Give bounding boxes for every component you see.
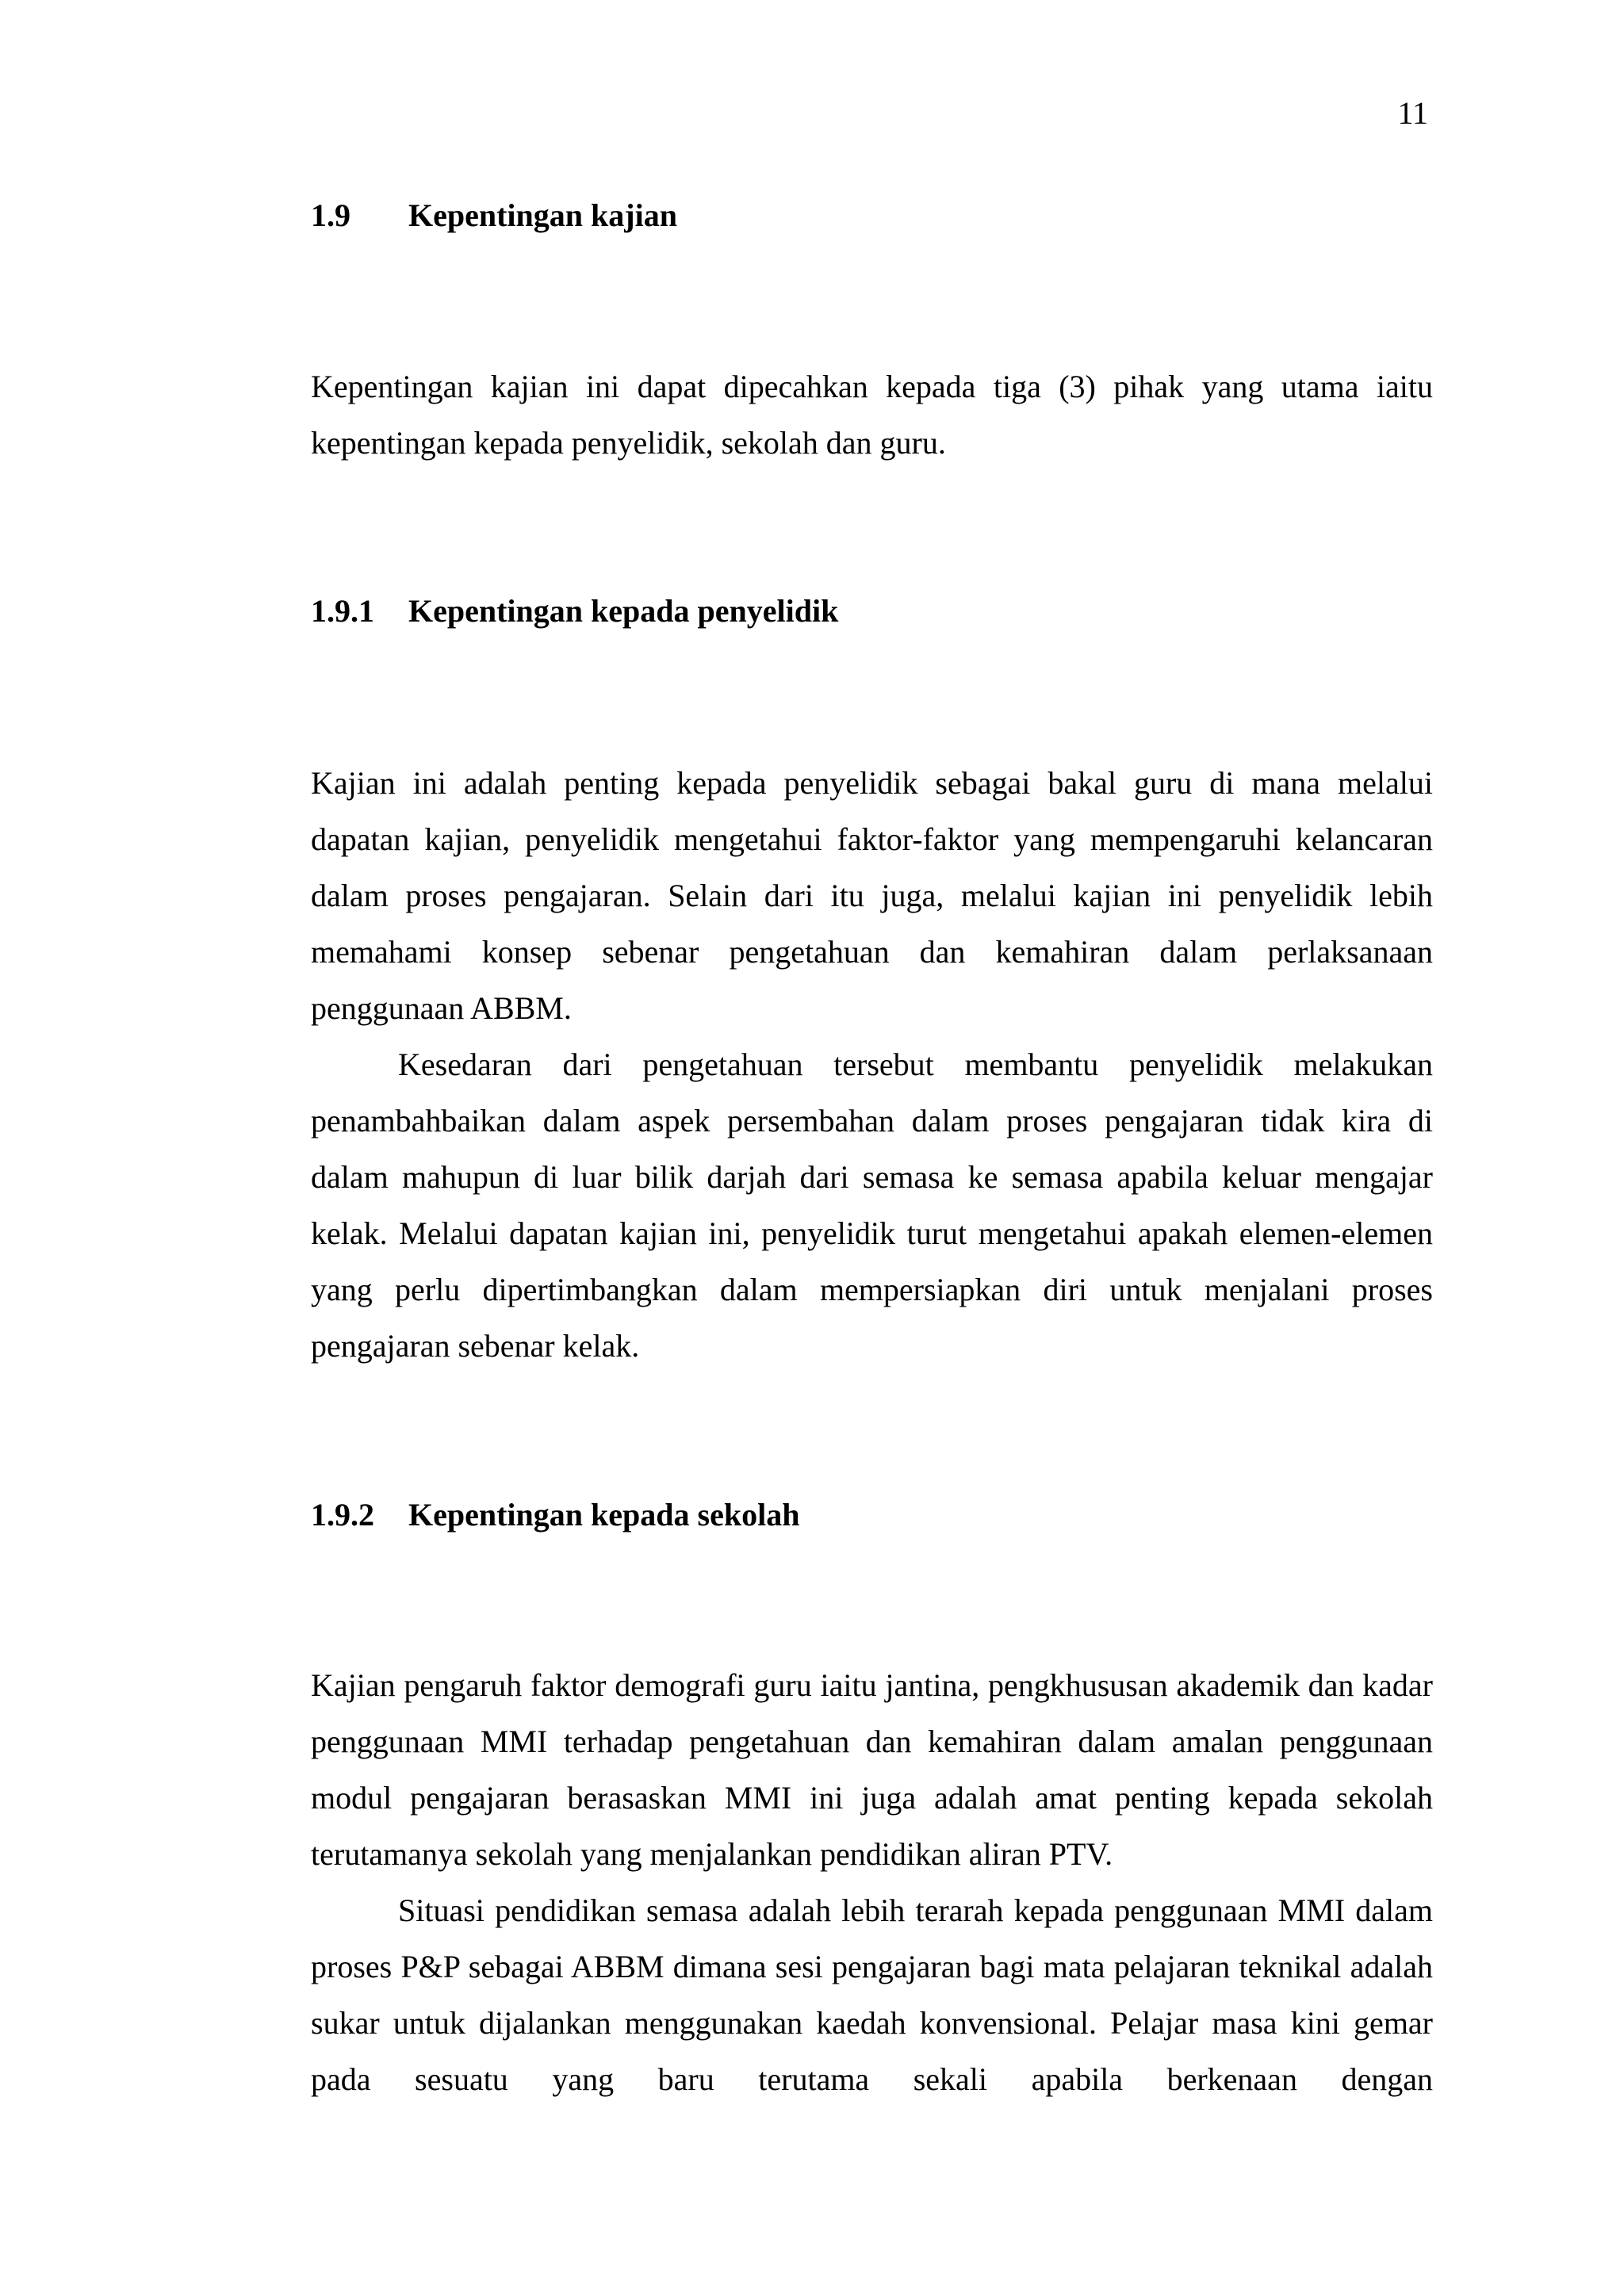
paragraph-penyelidik-2: Kesedaran dari pengetahuan tersebut membantu penyelidik melakukan penambahbaikan dalam aspek persembahan dalam proses pengajaran tidak kira di dalam mahupun di luar bilik darjah dari semasa ke semasa apabila keluar mengajar kelak. Melalui dapatan kajian ini, penyelidik turut mengetahui apakah elemen-elemen yang perlu dipertimbangkan dalam mempersiapkan diri untuk menjalani proses pengajaran sebenar kelak. <box>311 1047 1433 1364</box>
section-heading-1-9-2 <box>311 1499 799 1531</box>
section-heading-1-9 <box>311 197 677 233</box>
section-number: 1.9.2 <box>311 1497 374 1533</box>
paragraph-penyelidik-1: Kajian ini adalah penting kepada penyelidik sebagai bakal guru di mana melalui dapatan kajian, penyelidik mengetahui faktor-faktor yang mempengaruhi kelancaran dalam proses pengajaran. Selain dari itu juga, melalui kajian ini penyelidik lebih memahami konsep sebenar pengetahuan dan kemahiran dalam perlaksanaan penggunaan ABBM. <box>311 765 1433 1026</box>
section-title: Kepentingan kepada sekolah <box>408 1497 800 1533</box>
page-number: 11 <box>1397 95 1428 131</box>
section-heading-1-9-1 <box>311 595 838 627</box>
section-number: 1.9.1 <box>311 593 374 629</box>
section-title: Kepentingan kepada penyelidik <box>408 593 839 629</box>
paragraph-sekolah-1: Kajian pengaruh faktor demografi guru iaitu jantina, pengkhususan akademik dan kadar penggunaan MMI terhadap pengetahuan dan kemahiran dalam amalan penggunaan modul pengajaran berasaskan MMI ini juga adalah amat penting kepada sekolah terutamanya sekolah yang menjalankan pendidikan aliran PTV. <box>311 1667 1433 1872</box>
section-number: 1.9 <box>311 197 350 233</box>
section-title: Kepentingan kajian <box>408 197 677 233</box>
paragraph-sekolah-2: Situasi pendidikan semasa adalah lebih terarah kepada penggunaan MMI dalam proses P&P sebagai ABBM dimana sesi pengajaran bagi mata pelajaran teknikal adalah sukar untuk dijalankan menggunakan kaedah konvensional. Pelajar masa kini gemar pada sesuatu yang baru terutama sekali apabila berkenaan dengan <box>311 1892 1433 2097</box>
paragraph-intro: Kepentingan kajian ini dapat dipecahkan kepada tiga (3) pihak yang utama iaitu kepentingan kepada penyelidik, sekolah dan guru. <box>311 369 1433 461</box>
